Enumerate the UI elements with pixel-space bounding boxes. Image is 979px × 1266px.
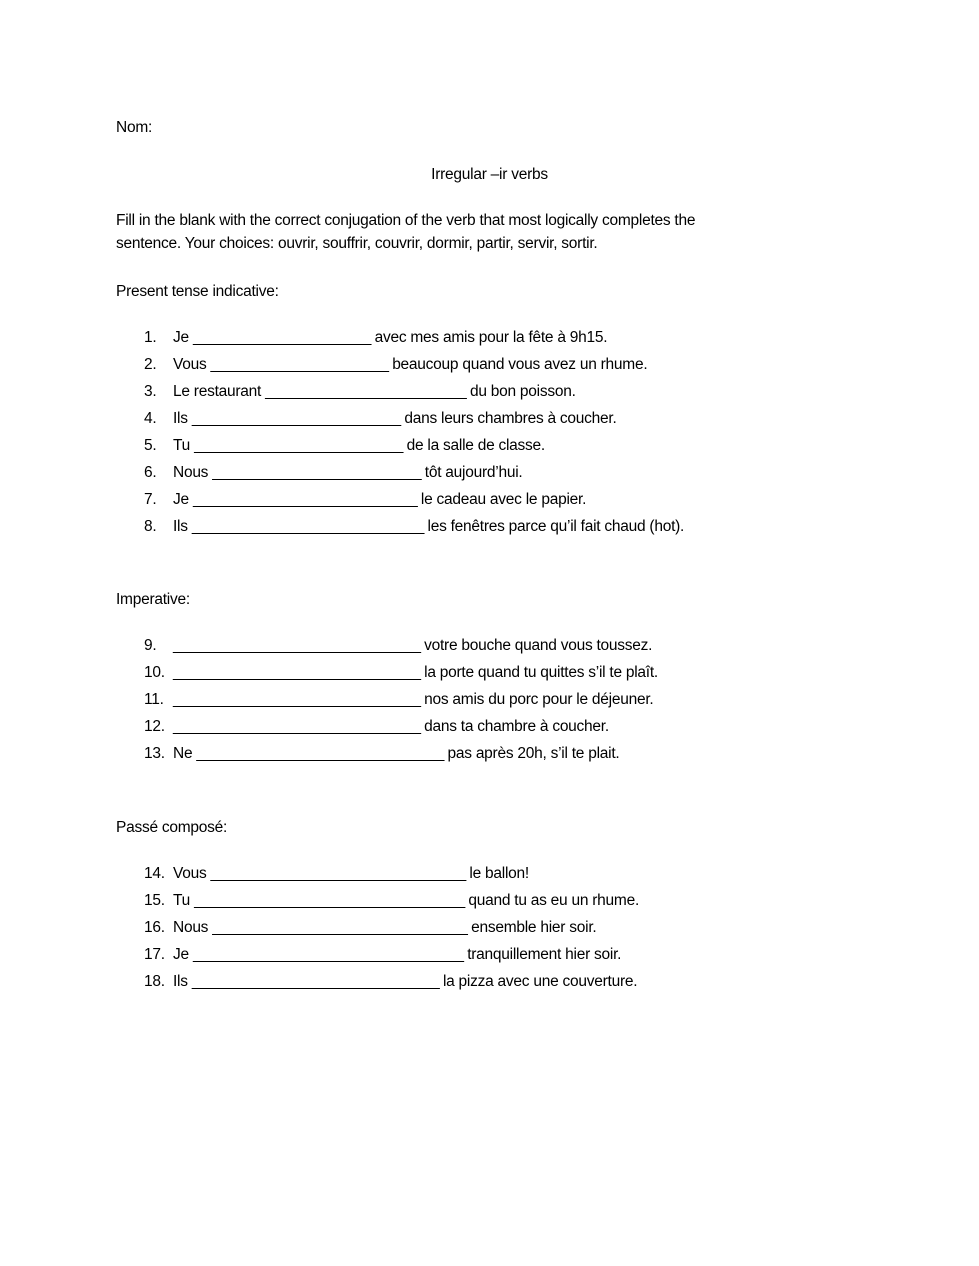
instructions-line-2: sentence. Your choices: ouvrir, souffrir, couvrir, dormir, partir, servir, sortir.	[116, 235, 598, 252]
answer-blank[interactable]: ________________________________	[173, 718, 421, 735]
section-heading: Imperative:	[116, 591, 190, 608]
answer-blank[interactable]: ___________________________________	[194, 892, 465, 909]
item-prompt-before: Nous	[173, 464, 209, 481]
item-prompt-after: ensemble hier soir.	[471, 919, 597, 936]
item-prompt-after: les fenêtres parce qu’il fait chaud (hot).	[427, 518, 685, 535]
item-prompt-before: Tu	[173, 437, 191, 454]
answer-blank[interactable]: ________________________________	[173, 691, 421, 708]
item-prompt-before: Vous	[173, 865, 207, 882]
item-prompt-after: votre bouche quand vous toussez.	[424, 637, 653, 654]
item-number: 8.	[144, 518, 157, 535]
item-prompt-after: dans leurs chambres à coucher.	[404, 410, 617, 427]
item-prompt-after: quand tu as eu un rhume.	[468, 892, 640, 909]
item-prompt-after: tôt aujourd’hui.	[424, 464, 523, 481]
item-prompt-after: le ballon!	[469, 865, 529, 882]
exercise-item	[144, 690, 653, 710]
item-prompt-before: Ils	[173, 410, 188, 427]
exercise-item	[144, 663, 658, 683]
answer-blank[interactable]: ___________________________	[212, 464, 421, 481]
exercise-item	[144, 490, 586, 510]
item-prompt-after: dans ta chambre à coucher.	[424, 718, 609, 735]
section-heading: Passé composé:	[116, 819, 228, 836]
answer-blank[interactable]: _______________________	[192, 329, 371, 346]
item-number: 16.	[144, 919, 165, 936]
exercise-item	[144, 328, 607, 348]
item-prompt-after: pas après 20h, s’il te plait.	[447, 745, 620, 762]
item-prompt-before: Tu	[173, 892, 191, 909]
exercise-item	[144, 918, 596, 938]
exercise-item	[144, 717, 609, 737]
item-prompt-before: Vous	[173, 356, 207, 373]
exercise-item	[144, 463, 522, 483]
exercise-item	[144, 517, 684, 537]
answer-blank[interactable]: ______________________________	[191, 518, 424, 535]
answer-blank[interactable]: ________________________________	[173, 637, 421, 654]
item-prompt-after: tranquillement hier soir.	[467, 946, 622, 963]
item-prompt-before: Je	[173, 946, 189, 963]
item-prompt-before: Ils	[173, 973, 188, 990]
item-number: 11.	[144, 691, 164, 708]
exercise-item	[144, 864, 529, 884]
item-prompt-after: beaucoup quand vous avez un rhume.	[392, 356, 648, 373]
exercise-item	[144, 636, 652, 656]
exercise-item	[144, 409, 617, 429]
answer-blank[interactable]: _________________________________	[212, 919, 468, 936]
item-prompt-before: Nous	[173, 919, 209, 936]
item-number: 14.	[144, 865, 165, 882]
instructions-line-1: Fill in the blank with the correct conjugation of the verb that most logically completes the	[116, 212, 696, 229]
exercise-item	[144, 382, 576, 402]
answer-blank[interactable]: ________________________________	[173, 664, 421, 681]
item-number: 4.	[144, 410, 157, 427]
answer-blank[interactable]: ___________________________	[191, 410, 401, 427]
worksheet-title: Irregular –ir verbs	[431, 166, 548, 183]
item-number: 5.	[144, 437, 157, 454]
item-number: 15.	[144, 892, 165, 909]
name-label: Nom:	[116, 119, 153, 136]
exercise-item	[144, 436, 545, 456]
exercise-item	[144, 945, 621, 965]
item-number: 12.	[144, 718, 165, 735]
answer-blank[interactable]: ________________________________	[191, 973, 439, 990]
item-number: 7.	[144, 491, 157, 508]
answer-blank[interactable]: _______________________	[210, 356, 389, 373]
item-prompt-after: la porte quand tu quittes s’il te plaît.	[424, 664, 658, 681]
item-prompt-after: de la salle de classe.	[406, 437, 545, 454]
item-prompt-before: Je	[173, 491, 189, 508]
item-prompt-after: nos amis du porc pour le déjeuner.	[424, 691, 654, 708]
answer-blank[interactable]: _________________________________	[210, 865, 466, 882]
item-prompt-before: Le restaurant	[173, 383, 262, 400]
exercise-item	[144, 972, 637, 992]
item-prompt-after: avec mes amis pour la fête à 9h15.	[374, 329, 608, 346]
item-number: 3.	[144, 383, 157, 400]
answer-blank[interactable]: _____________________________	[192, 491, 417, 508]
item-prompt-before: Ne	[173, 745, 193, 762]
exercise-item	[144, 355, 647, 375]
answer-blank[interactable]: ___________________________	[194, 437, 403, 454]
answer-blank[interactable]: __________________________	[265, 383, 466, 400]
answer-blank[interactable]: ___________________________________	[192, 946, 464, 963]
item-number: 18.	[144, 973, 165, 990]
item-number: 17.	[144, 946, 165, 963]
item-number: 1.	[144, 329, 157, 346]
item-prompt-after: le cadeau avec le papier.	[420, 491, 587, 508]
item-number: 13.	[144, 745, 165, 762]
item-number: 6.	[144, 464, 157, 481]
item-number: 9.	[144, 637, 157, 654]
item-prompt-before: Je	[173, 329, 189, 346]
item-prompt-after: du bon poisson.	[469, 383, 576, 400]
item-prompt-before: Ils	[173, 518, 188, 535]
item-number: 2.	[144, 356, 157, 373]
answer-blank[interactable]: ________________________________	[196, 745, 444, 762]
exercise-item	[144, 744, 619, 764]
exercise-item	[144, 891, 639, 911]
section-heading: Present tense indicative:	[116, 283, 279, 300]
item-prompt-after: la pizza avec une couverture.	[442, 973, 638, 990]
item-number: 10.	[144, 664, 165, 681]
